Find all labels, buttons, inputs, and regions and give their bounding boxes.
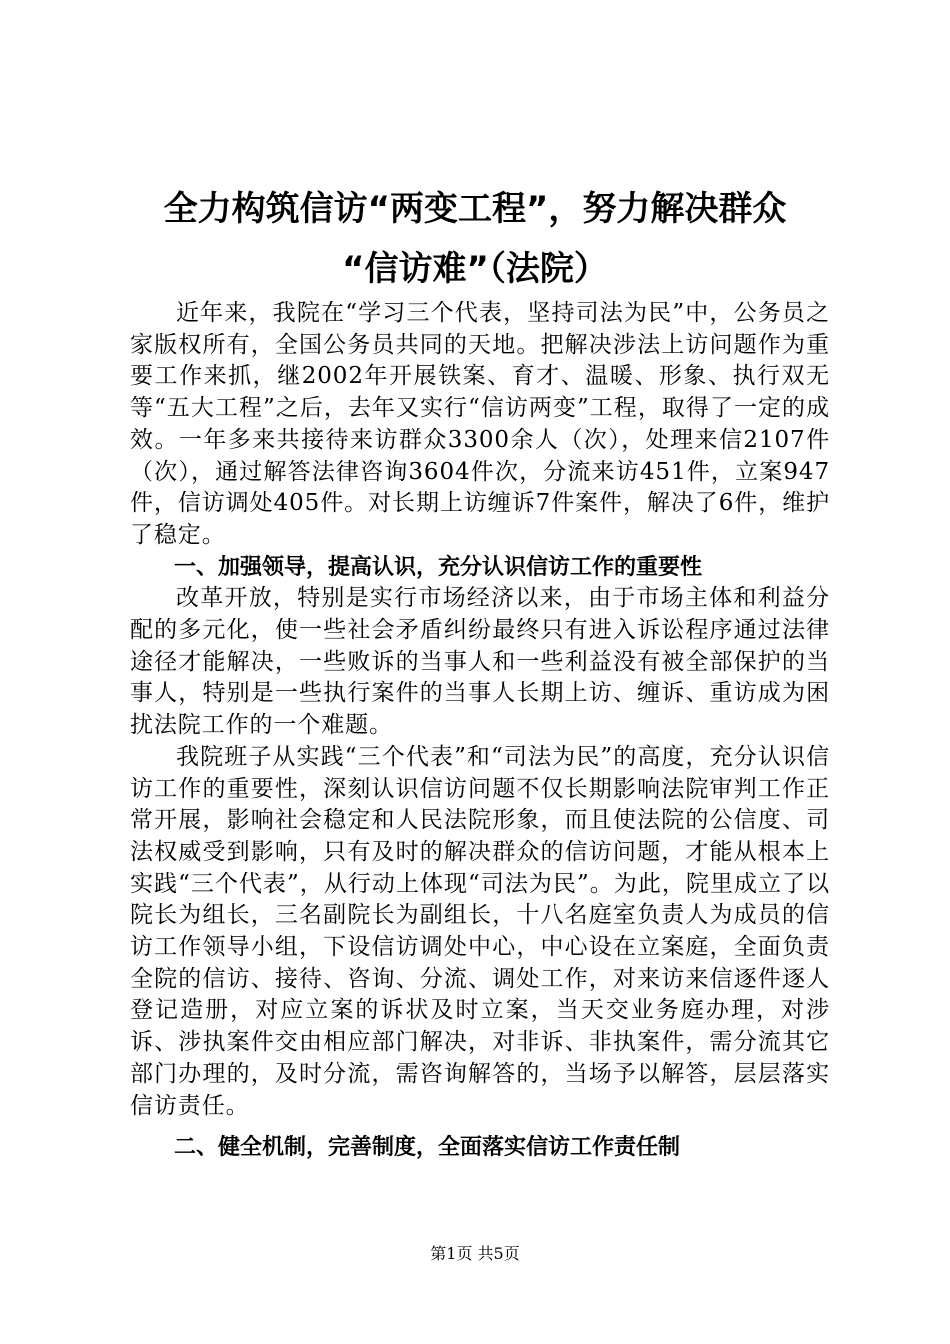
paragraph-reform: 改革开放，特别是实行市场经济以来，由于市场主体和利益分配的多元化，使一些社会矛盾纠纷最终只有进入诉讼程序通过法律途径才能解决，一些败诉的当事人和一些利益没有被全部保护的当事人，特别是一些执行案件的当事人长期上访、缠诉、重访成为困扰法院工作的一个难题。 xyxy=(130,585,830,739)
document-title-line-2: “信访难”（法院） xyxy=(342,249,608,289)
document-title-line-1: 全力构筑信访“两变工程”，努力解决群众 xyxy=(163,189,787,229)
section-heading-2: 二、健全机制，完善制度，全面落实信访工作责任制 xyxy=(174,1135,681,1161)
section-heading-1: 一、加强领导，提高认识，充分认识信访工作的重要性 xyxy=(174,554,703,580)
paragraph-intro: 近年来，我院在“学习三个代表，坚持司法为民”中，公务员之家版权所有，全国公务员共同的天地。把解决涉法上访问题作为重要工作来抓，继2002年开展铁案、育才、温暖、形象、执行双无等“五大工程”之后，去年又实行“信访两变”工程，取得了一定的成效。一年多来共接待来访群众3300余人（次），处理来信2107件（次），通过解答法律咨询3604件次，分流来访451件，立案947件，信访调处405件。对长期上访缠诉7件案件，解决了6件，维护了稳定。 xyxy=(130,300,830,548)
paragraph-leadership: 我院班子从实践“三个代表”和“司法为民”的高度，充分认识信访工作的重要性，深刻认识信访问题不仅长期影响法院审判工作正常开展，影响社会稳定和人民法院形象，而且使法院的公信度、司法权威受到影响，只有及时的解决群众的信访问题，才能从根本上实践“三个代表”，从行动上体现“司法为民”。为此，院里成立了以院长为组长，三名副院长为副组长，十八名庭室负责人为成员的信访工作领导小组，下设信访调处中心，中心设在立案庭，全面负责全院的信访、接待、咨询、分流、调处工作，对来访来信逐件逐人登记造册，对应立案的诉状及时立案，当天交业务庭办理，对涉诉、涉执案件交由相应部门解决，对非诉、非执案件，需分流其它部门办理的，及时分流，需咨询解答的，当场予以解答，层层落实信访责任。 xyxy=(130,743,830,1119)
page-number-footer: 第1页 共5页 xyxy=(430,1244,520,1263)
document-body xyxy=(130,298,830,1164)
